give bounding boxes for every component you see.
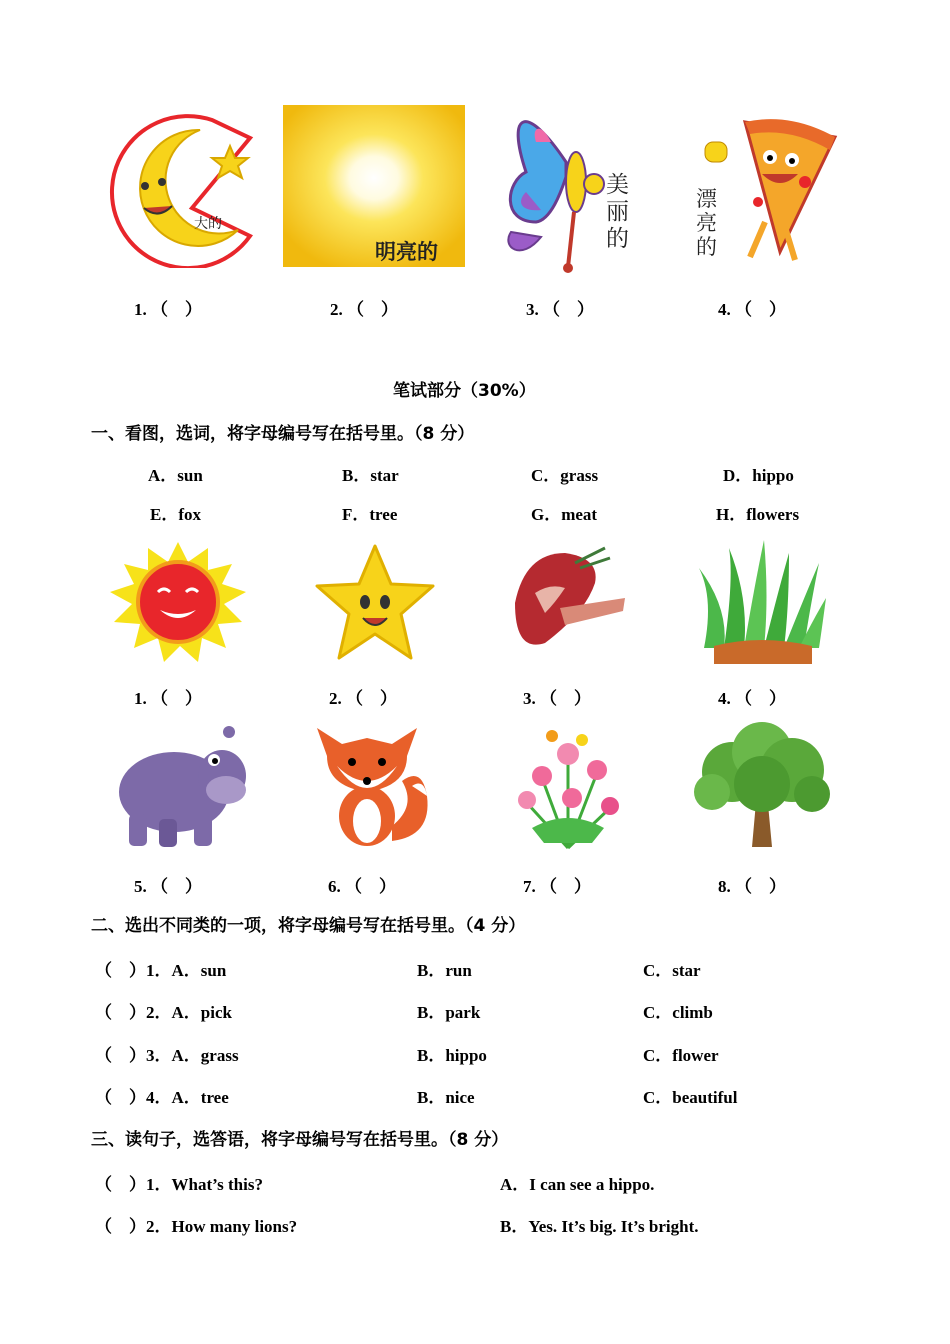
option-g: G．meat (531, 505, 598, 524)
option-a: A．sun (148, 466, 203, 485)
grass-picture (694, 538, 828, 664)
odd-one-out-q1-c: C．star (643, 961, 701, 980)
star-picture (313, 542, 437, 664)
odd-one-out-q4[interactable]: （ ）4．A．tree (95, 1088, 229, 1107)
picture-blank-1[interactable]: 1. （ ） (134, 689, 202, 708)
butterfly-caption (606, 172, 632, 253)
moon-picture (100, 108, 256, 268)
butterfly-caption-text: 美丽的 (606, 172, 629, 252)
written-part-title: 笔试部分（30%） (393, 381, 536, 401)
odd-one-out-q4-c: C．beautiful (643, 1088, 738, 1107)
top-blank-3[interactable]: 3. （ ） (526, 300, 594, 319)
option-d: D．hippo (723, 466, 794, 485)
flowers-picture (512, 728, 624, 850)
picture-blank-4[interactable]: 4. （ ） (718, 689, 786, 708)
sun-picture (108, 540, 248, 664)
sentence-q1[interactable]: （ ）1．What’s this? (95, 1175, 263, 1194)
moon-caption: 大的 (194, 216, 222, 232)
pizza-picture (700, 112, 842, 264)
odd-one-out-q3-c: C．flower (643, 1046, 719, 1065)
option-c: C．grass (531, 466, 599, 485)
option-e: E．fox (150, 505, 201, 524)
picture-blank-7[interactable]: 7. （ ） (523, 877, 591, 896)
bright-sun-caption: 明亮的 (375, 240, 438, 264)
option-b: B．star (342, 466, 399, 485)
hippo-picture (114, 724, 248, 850)
odd-one-out-q2[interactable]: （ ）2．A．pick (95, 1003, 232, 1022)
answer-b: B．Yes. It’s big. It’s bright. (500, 1217, 699, 1236)
odd-one-out-q2-b: B．park (417, 1003, 481, 1022)
odd-one-out-q3[interactable]: （ ）3．A．grass (95, 1046, 239, 1065)
odd-one-out-q1-b: B．run (417, 961, 472, 980)
top-blank-1[interactable]: 1. （ ） (134, 300, 202, 319)
picture-blank-5[interactable]: 5. （ ） (134, 877, 202, 896)
odd-one-out-q2-c: C．climb (643, 1003, 713, 1022)
option-h: H．flowers (716, 505, 800, 524)
odd-one-out-q3-b: B．hippo (417, 1046, 487, 1065)
answer-a: A．I can see a hippo. (500, 1175, 655, 1194)
odd-one-out-q4-b: B．nice (417, 1088, 475, 1107)
odd-one-out-q1[interactable]: （ ）1．A．sun (95, 961, 227, 980)
picture-blank-3[interactable]: 3. （ ） (523, 689, 591, 708)
picture-blank-6[interactable]: 6. （ ） (328, 877, 396, 896)
meat-picture (505, 543, 627, 663)
tree-picture (692, 722, 832, 850)
butterfly-picture (496, 102, 606, 277)
top-blank-4[interactable]: 4. （ ） (718, 300, 786, 319)
sentence-q2[interactable]: （ ）2．How many lions? (95, 1217, 298, 1236)
fox-picture (312, 726, 436, 848)
pizza-caption-text: 漂亮的 (696, 187, 717, 259)
top-blank-2[interactable]: 2. （ ） (330, 300, 398, 319)
option-f: F．tree (342, 505, 398, 524)
picture-blank-2[interactable]: 2. （ ） (329, 689, 397, 708)
section1-title: 一、看图，选词，将字母编号写在括号里。（8 分） (91, 424, 475, 444)
section3-title: 三、读句子，选答语，将字母编号写在括号里。（8 分） (91, 1130, 509, 1150)
picture-blank-8[interactable]: 8. （ ） (718, 877, 786, 896)
section2-title: 二、选出不同类的一项，将字母编号写在括号里。（4 分） (91, 916, 526, 936)
